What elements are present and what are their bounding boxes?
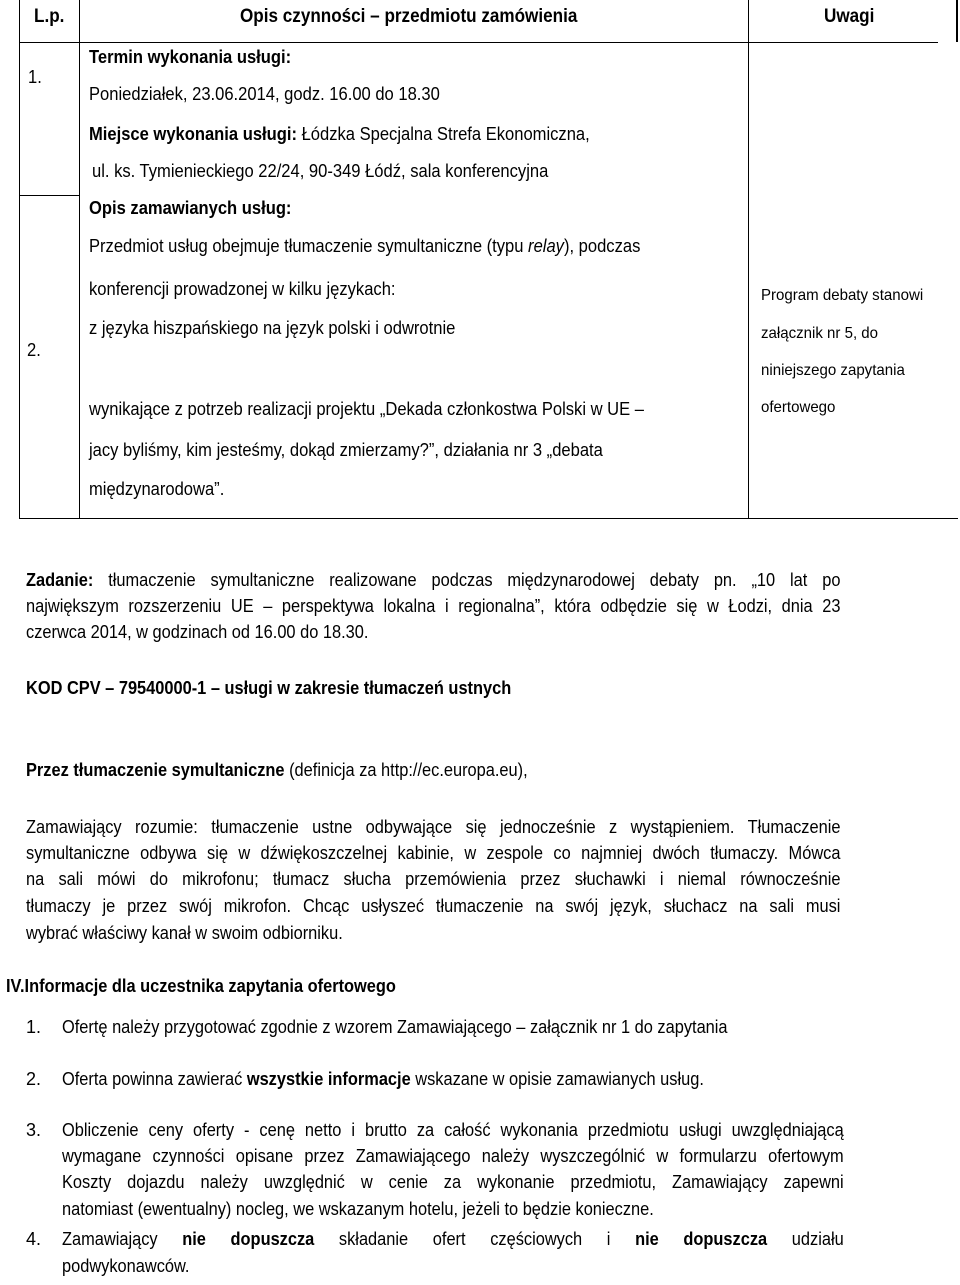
list-item3-line1: Obliczenie ceny oferty - cenę netto i brutto za całość wykonania przedmiotu usługi uwzględniającą — [62, 1120, 844, 1140]
row2-line5: jacy byliśmy, kim jesteśmy, dokąd zmierzamy?”, działania nr 3 „debata — [89, 440, 603, 460]
row2-line2: konferencji prowadzonej w kilku językach: — [89, 279, 396, 299]
row1-address: ul. ks. Tymienieckiego 22/24, 90-349 Łódź, sala konferencyjna — [92, 161, 549, 181]
column-divider — [748, 0, 749, 518]
task-line3: czerwca 2014, w godzinach od 16.00 do 18.30. — [26, 622, 369, 642]
explanation-line1: Zamawiający rozumie: tłumaczenie ustne odbywające się jednocześnie z wystąpieniem. Tłumaczenie — [26, 817, 841, 837]
list-item4-number: 4. — [26, 1229, 42, 1249]
row2-remarks-1: Program debaty stanowi — [761, 287, 924, 304]
row2-line4: wynikające z potrzeb realizacji projektu „Dekada członkostwa Polski w UE – — [89, 399, 645, 419]
column-divider — [79, 0, 80, 518]
row-divider — [20, 42, 938, 43]
list-item3-line3: Koszty dojazdu należy uwzględnić w cenie za wykonanie przedmiotu, Zamawiający zapewni — [62, 1172, 844, 1192]
order-table — [19, 0, 958, 519]
header-lp: L.p. — [34, 6, 65, 27]
explanation-line5: wybrać właściwy kanał w swoim odbiorniku. — [26, 923, 343, 943]
row1-place: Miejsce wykonania usługi: Łódzka Specjalna Strefa Ekonomiczna, — [89, 124, 590, 144]
header-description: Opis czynności – przedmiotu zamówienia — [240, 6, 578, 27]
row2-line1: Przedmiot usług obejmuje tłumaczenie symultaniczne (typu relay), podczas — [89, 236, 641, 256]
row2-line6: międzynarodowa”. — [89, 479, 225, 499]
row1-term-label: Termin wykonania usługi: — [89, 47, 292, 67]
row2-remarks-2: załącznik nr 5, do — [761, 325, 879, 342]
list-item3-line4: natomiast (ewentualny) nocleg, we wskazanym hotelu, jeżeli to będzie konieczne. — [62, 1199, 654, 1219]
list-item1-number: 1. — [26, 1017, 42, 1037]
section-iv-heading: IV.Informacje dla uczestnika zapytania ofertowego — [6, 976, 396, 996]
row1-number: 1. — [28, 67, 42, 87]
definition-line: Przez tłumaczenie symultaniczne (definicja za http://ec.europa.eu), — [26, 760, 528, 780]
column-divider — [956, 0, 958, 42]
task-line2: największym rozszerzeniu UE – perspektywa lokalna i regionalna”, która odbędzie się w Łodzi, dnia 23 — [26, 596, 841, 616]
row2-remarks-3: niniejszego zapytania — [761, 362, 905, 379]
row1-term-value: Poniedziałek, 23.06.2014, godz. 16.00 do 18.30 — [89, 84, 440, 104]
list-item4-line1: Zamawiający nie dopuszcza składanie ofert częściowych i nie dopuszcza udziału — [62, 1229, 844, 1249]
list-item2-number: 2. — [26, 1069, 42, 1089]
row2-remarks-4: ofertowego — [761, 399, 836, 416]
explanation-line3: na sali mówi do mikrofonu; tłumacz słucha przemówienia przez słuchawki i niemal równocześnie — [26, 869, 841, 889]
header-remarks: Uwagi — [824, 6, 875, 27]
explanation-line2: symultaniczne odbywa się w dźwiękoszczelnej kabinie, w zespole co najmniej dwóch tłumaczy. Mówca — [26, 843, 841, 863]
list-item3-line2: wymagane czynności opisane przez Zamawiającego należy wyszczególnić w formularzu ofertowym — [62, 1146, 844, 1166]
row2-number: 2. — [27, 340, 41, 360]
row2-line3: z języka hiszpańskiego na język polski i odwrotnie — [89, 318, 456, 338]
list-item2-text: Oferta powinna zawierać wszystkie informacje wskazane w opisie zamawianych usług. — [62, 1069, 704, 1089]
list-item3-number: 3. — [26, 1120, 42, 1140]
row2-services-label: Opis zamawianych usług: — [89, 198, 292, 218]
cpv-code: KOD CPV – 79540000-1 – usługi w zakresie tłumaczeń ustnych — [26, 678, 512, 698]
explanation-line4: tłumaczy je przez swój mikrofon. Chcąc usłyszeć tłumaczenie na swój język, słuchacz na sali musi — [26, 896, 841, 916]
row-divider — [20, 195, 79, 196]
list-item4-line2: podwykonawców. — [62, 1256, 190, 1276]
list-item1-text: Ofertę należy przygotować zgodnie z wzorem Zamawiającego – załącznik nr 1 do zapytania — [62, 1017, 728, 1037]
task-line1: Zadanie: tłumaczenie symultaniczne realizowane podczas międzynarodowej debaty pn. „10 lat po — [26, 570, 841, 590]
